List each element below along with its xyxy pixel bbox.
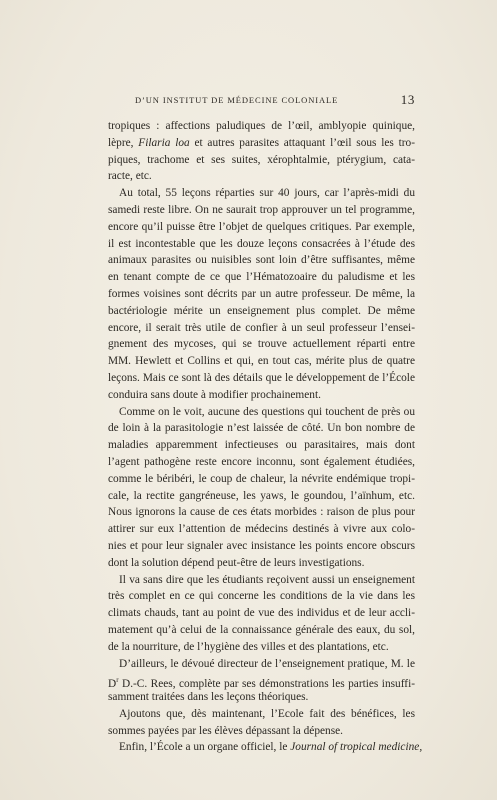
text-segment: de la nourriture, de l’hygiène des villes et des plantations, etc.	[108, 640, 389, 653]
text-line	[108, 555, 415, 572]
text-line	[108, 605, 415, 622]
text-line	[108, 420, 415, 437]
text-line	[108, 404, 415, 421]
text-segment: de loin à la parasitologie n’est laissée de côté. Un bon nombre de	[108, 422, 415, 435]
text-line	[108, 236, 415, 253]
text-segment: D.-C. Rees, complète par ses démonstrations les parties insuffi-	[118, 678, 415, 691]
text-line	[108, 185, 415, 202]
text-segment: gnement des mycoses, qui se trouve actuellement réparti entre	[108, 338, 415, 351]
text-segment: racte, etc.	[108, 170, 152, 183]
text-line	[108, 269, 415, 286]
text-line	[108, 252, 415, 269]
text-segment: Enfin, l’École a un organe officiel, le	[119, 741, 291, 754]
text-segment: comme le béribéri, le coup de chaleur, la névrite endémique tropi-	[108, 472, 415, 485]
text-line	[108, 521, 415, 538]
text-segment: matement qu’à celui de la connaissance générale des eaux, du sol,	[108, 623, 415, 636]
text-segment: climats chauds, tant au point de vue des individus et de leur accli-	[108, 607, 415, 620]
text-segment: tropiques : affections paludiques de l’œil, amblyopie quinique,	[108, 120, 415, 132]
text-segment: piques, trachome et ses suites, xérophtalmie, ptérygium, cata-	[108, 153, 415, 166]
text-line	[108, 454, 415, 471]
text-line	[108, 739, 423, 756]
text-segment: MM. Hewlett et Collins et qui, en tout cas, mérite plus de quatre	[108, 355, 415, 368]
body-text	[108, 118, 423, 756]
text-line	[108, 672, 415, 689]
text-line	[108, 538, 415, 555]
text-segment: Nous ignorons la cause de ces états morbides : raison de plus pour	[108, 506, 415, 519]
text-line	[108, 320, 415, 337]
text-line	[108, 202, 415, 219]
text-segment: D’ailleurs, le dévoué directeur de l’enseignement pratique, M. le	[119, 657, 415, 670]
superscript: r	[116, 676, 119, 685]
text-segment: et autres parasites attaquant l’œil sous les tro-	[189, 136, 415, 149]
text-line	[108, 118, 415, 135]
text-segment: bactériologie mérite un enseignement plus complet. De même	[108, 304, 415, 317]
text-segment: encore qu’il puisse être l’objet de quelques critiques. Par exemple,	[108, 220, 415, 233]
italic-text: Filaria loa	[138, 136, 190, 149]
text-line	[108, 387, 415, 404]
text-line	[108, 353, 415, 370]
text-line	[108, 656, 415, 673]
text-line	[108, 303, 415, 320]
text-line	[108, 152, 415, 169]
text-segment: nies et pour leur signaler avec insistance les points encore obscurs	[108, 539, 415, 552]
text-line	[108, 723, 415, 740]
text-line	[108, 706, 415, 723]
text-line	[108, 639, 415, 656]
text-line	[108, 437, 415, 454]
text-segment: il est incontestable que les douze leçons consacrées à l’étude des	[108, 237, 415, 250]
text-segment: encore, il serait très utile de confier à un seul professeur l’ensei-	[108, 321, 415, 334]
text-line	[108, 488, 415, 505]
text-segment: lèpre,	[108, 136, 139, 149]
text-line	[108, 588, 415, 605]
text-segment: animaux parasites ou nuisibles sont loin d’être suffisantes, même	[108, 254, 415, 267]
running-header	[113, 92, 415, 108]
text-segment: Il va sans dire que les étudiants reçoivent aussi un enseignement	[119, 573, 415, 586]
text-segment: attirer sur eux l’attention de médecins destinés à vivre aux colo-	[108, 523, 415, 536]
text-line	[108, 622, 415, 639]
text-segment: samedi reste libre. On ne saurait trop approuver un tel programme,	[108, 203, 415, 216]
italic-text: Journal of tropical medicine,	[290, 741, 423, 754]
text-line	[108, 135, 415, 152]
text-segment: samment traitées dans les leçons théoriques.	[108, 691, 309, 704]
text-segment: Comme on le voit, aucune des questions qui touchent de près ou	[119, 405, 415, 418]
text-line	[108, 504, 415, 521]
text-segment: conduira sans doute à modifier prochainement.	[108, 388, 321, 401]
text-line	[108, 370, 415, 387]
text-line	[108, 219, 415, 236]
text-segment: sommes payées par les élèves dépassant la dépense.	[108, 724, 343, 737]
text-segment: maladies apparemment infectieuses ou parasitaires, mais dont	[108, 439, 415, 452]
text-segment: leçons. Mais ce sont là des détails que le développement de l’École	[108, 371, 415, 384]
text-segment: dont la solution dépend peut-être de leurs investigations.	[108, 556, 365, 569]
text-segment: D	[108, 678, 117, 691]
text-segment: Ajoutons que, dès maintenant, l’Ecole fait des bénéfices, les	[119, 707, 415, 720]
text-segment: l’agent pathogène reste encore inconnu, sont également étudiées,	[108, 455, 415, 468]
text-segment: cale, la rectite gangréneuse, les yaws, le goundou, l’aïnhum, etc.	[108, 489, 415, 502]
page-number: 13	[400, 92, 415, 107]
running-title: D’UN INSTITUT DE MÉDECINE COLONIALE	[135, 95, 339, 105]
text-segment: en tenant compte de ce que l’Hématozoaire du paludisme et les	[108, 271, 415, 284]
text-line	[108, 286, 415, 303]
text-segment: Au total, 55 leçons réparties sur 40 jours, car l’après-midi du	[119, 187, 415, 200]
text-line	[108, 168, 415, 185]
text-line	[108, 471, 415, 488]
text-segment: très complet en ce qui concerne les conditions de la vie dans les	[108, 590, 415, 603]
text-segment: formes voisines sont décrits par un autre professeur. De même, la	[108, 287, 415, 300]
text-line	[108, 336, 415, 353]
text-line	[108, 572, 415, 589]
text-line	[108, 689, 415, 706]
